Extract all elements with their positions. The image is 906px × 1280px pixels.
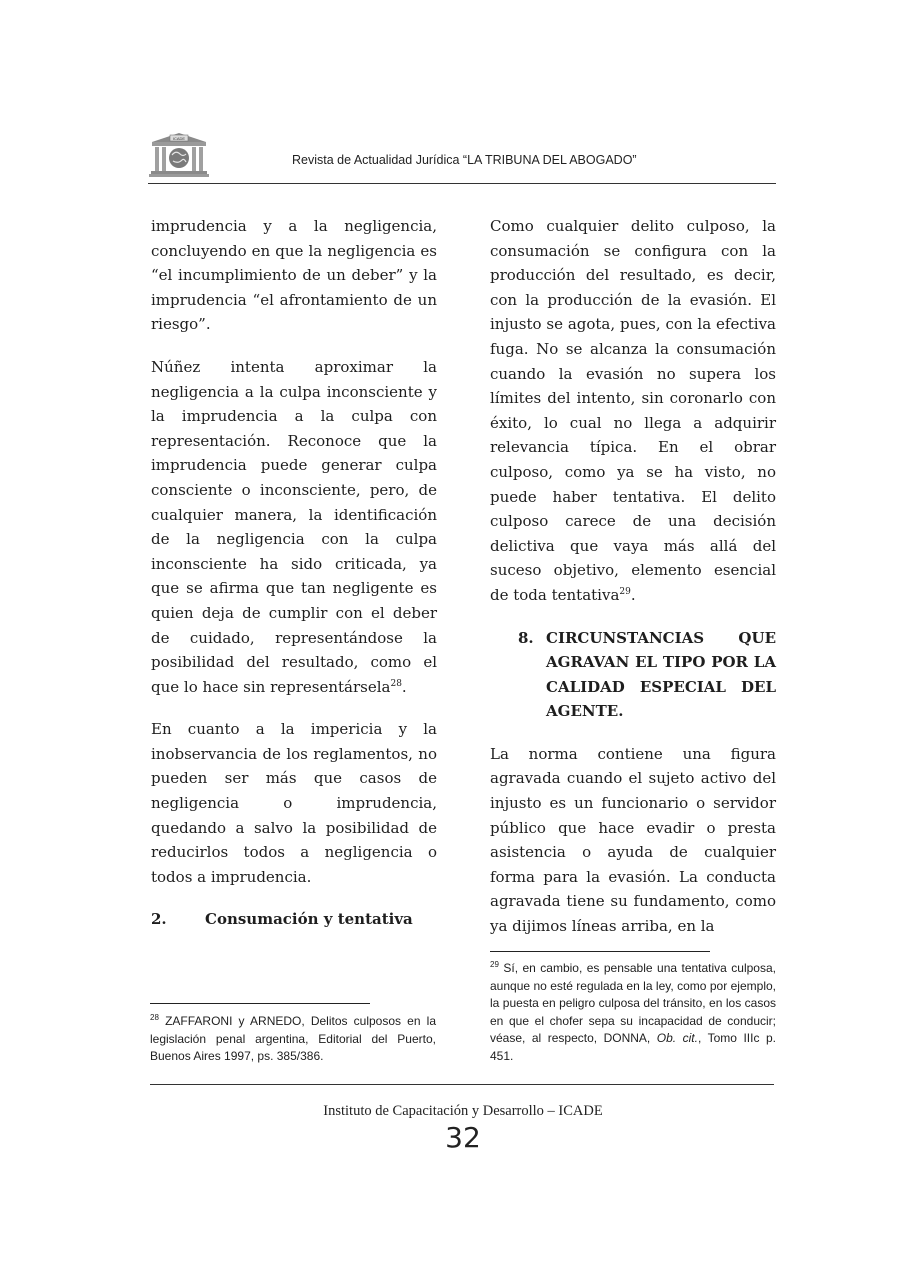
heading-line-2: AGRAVAN EL TIPO POR LA — [546, 653, 776, 672]
section-heading-number: 2. — [151, 910, 167, 929]
footnote-29 — [490, 960, 776, 1065]
icade-logo — [148, 130, 210, 180]
page-number: 32 — [445, 1121, 481, 1154]
footnote-29-number: 29 — [490, 960, 499, 969]
right-paragraph-2: La norma contiene una figura agravada cuando el sujeto activo del injusto es un funcionario o servidor público que hace evadir o presta asistencia o ayuda de cualquier forma para la evasión. La conducta agravada tiene su fundamento, como ya dijimos líneas arriba, en la — [490, 744, 776, 936]
footnote-ref-28[interactable]: 28 — [390, 678, 402, 689]
footer-institute: Instituto de Capacitación y Desarrollo – ICADE — [323, 1103, 603, 1119]
right-paragraph-1 — [490, 214, 776, 608]
left-paragraph-2 — [151, 355, 437, 699]
header-divider — [148, 183, 776, 184]
heading-line-1: CIRCUNSTANCIAS QUE — [546, 628, 776, 647]
footnote-ref-29[interactable]: 29 — [619, 586, 631, 597]
right-column — [490, 214, 776, 939]
footnote-28-number: 28 — [150, 1013, 159, 1022]
section-heading-text: Consumación y tentativa — [205, 910, 413, 929]
left-paragraph-2-text: Núñez intenta aproximar la negligencia a la culpa inconsciente y la imprudencia a la culpa con representación. Reconoce que la imprudencia puede generar culpa consciente o inconsciente, pero, de cualquier manera, la identificación de la negligencia con la culpa inconsciente ha sido criticada, ya que se afirma que tan negligente es quien deja de cumplir con el deber de cuidado, representándose la posibilidad del resultado, como el que lo hace sin representársela — [151, 357, 437, 696]
footer-divider — [150, 1084, 774, 1085]
footnote-29-text-b: , Tomo IIIc p. 451. — [490, 1031, 776, 1063]
heading-line-3: CALIDAD ESPECIAL DEL — [546, 677, 776, 696]
section-heading-text — [546, 626, 776, 724]
left-paragraph-1: imprudencia y a la negligencia, concluyendo en que la negligencia es “el incumplimiento de un deber” y la imprudencia “el afrontamiento de un riesgo”. — [151, 217, 437, 334]
footnote-28 — [150, 1013, 436, 1066]
footnote-29-text-a: Sí, en cambio, es pensable una tentativa culposa, aunque no esté regulada en la ley, como por ejemplo, la puesta en peligro culposa del tránsito, en los casos en que el chofer sepa su incapacidad de conducir; véase, al respecto, DONNA, — [490, 961, 776, 1045]
left-column — [151, 214, 437, 932]
journal-title: Revista de Actualidad Jurídica “LA TRIBUNA DEL ABOGADO” — [292, 153, 637, 167]
section-heading-circunstancias — [490, 626, 776, 724]
right-paragraph-1-text: Como cualquier delito culposo, la consumación se configura con la producción del resultado, es decir, con la producción de la evasión. El injusto se agota, pues, con la efectiva fuga. No se alcanza la consumación cuando la evasión no supera los límites del intento, sin coronarlo con éxito, lo cual no llega a adquirir relevancia típica. En el obrar culposo, como ya se ha visto, no puede haber tentativa. El delito culposo carece de una decisión delictiva que vaya más allá del suceso objetivo, elemento esencial de toda tentativa — [490, 217, 776, 604]
footnote-29-italic: Ob. cit. — [656, 1031, 698, 1045]
left-paragraph-3: En cuanto a la impericia y la inobservancia de los reglamentos, no pueden ser más que casos de negligencia o imprudencia, quedando a salvo la posibilidad de reducirlos todos a negligencia o todos a imprudencia. — [151, 720, 437, 886]
footnote-divider-left — [150, 1003, 370, 1004]
footnote-28-text: ZAFFARONI y ARNEDO, Delitos culposos en la legislación penal argentina, Editorial del Puerto, Buenos Aires 1997, ps. 385/386. — [150, 1014, 436, 1063]
section-heading-number: 8. — [518, 628, 534, 647]
heading-line-4: AGENTE. — [546, 702, 624, 721]
svg-text:ICADE: ICADE — [172, 136, 186, 141]
footnote-divider-right — [490, 951, 710, 952]
left-paragraph-2-end: . — [401, 677, 407, 696]
right-paragraph-1-end: . — [630, 585, 636, 604]
section-heading-consumacion — [151, 907, 437, 932]
